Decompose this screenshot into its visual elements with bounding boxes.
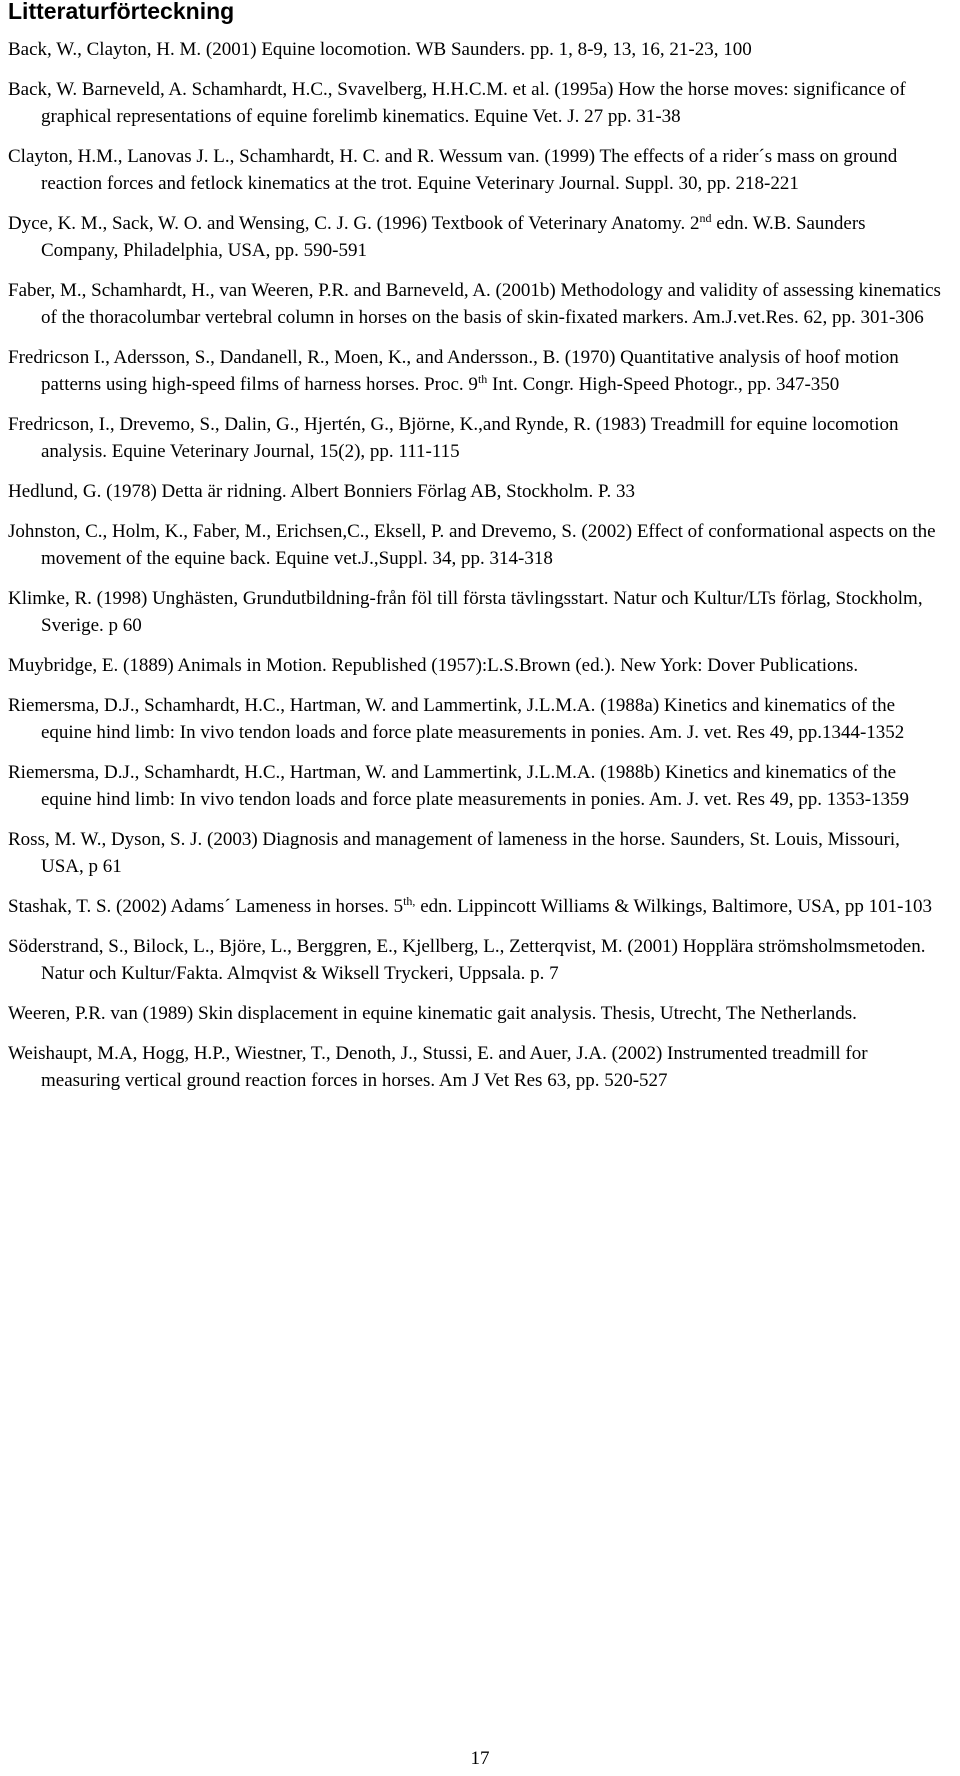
reference-entry	[8, 826, 943, 880]
reference-entry	[8, 143, 943, 197]
reference-text: Muybridge, E. (1889) Animals in Motion. Republished (1957):L.S.Brown (ed.). New York: Dover Publications.	[8, 655, 859, 676]
reference-entry	[8, 585, 943, 639]
reference-text-continued: edn. Lippincott Williams & Wilkings, Baltimore, USA, pp 101-103	[415, 896, 932, 917]
reference-text: Johnston, C., Holm, K., Faber, M., Erichsen,C., Eksell, P. and Drevemo, S. (2002) Effect of conformational aspects on the movement of the equine back. Equine vet.J.,Suppl. 34, pp. 314-318	[8, 521, 936, 569]
reference-text: Riemersma, D.J., Schamhardt, H.C., Hartman, W. and Lammertink, J.L.M.A. (1988b) Kinetics and kinematics of the equine hind limb: In vivo tendon loads and force plate measurements in ponies. Am. J. vet. Res 49, pp. 1353-1359	[8, 762, 910, 810]
reference-entry	[8, 518, 943, 572]
reference-text: Riemersma, D.J., Schamhardt, H.C., Hartman, W. and Lammertink, J.L.M.A. (1988a) Kinetics and kinematics of the equine hind limb: In vivo tendon loads and force plate measurements in ponies. Am. J. vet. Res 49, pp.1344-1352	[8, 695, 905, 743]
reference-text: Dyce, K. M., Sack, W. O. and Wensing, C. J. G. (1996) Textbook of Veterinary Anatomy. 2	[8, 213, 700, 234]
reference-entry	[8, 478, 943, 505]
reference-text: Klimke, R. (1998) Unghästen, Grundutbildning-från föl till första tävlingsstart. Natur och Kultur/LTs förlag, Stockholm, Sverige. p 60	[8, 588, 923, 636]
reference-entry	[8, 1000, 943, 1027]
reference-text: Back, W. Barneveld, A. Schamhardt, H.C., Svavelberg, H.H.C.M. et al. (1995a) How the horse moves: significance of graphical representations of equine forelimb kinematics. Equine Vet. J. 27 pp. 31-38	[8, 79, 906, 127]
page-number: 17	[470, 1748, 490, 1769]
reference-superscript: th,	[403, 894, 416, 908]
page-heading: Litteraturförteckning	[8, 0, 235, 24]
reference-entry	[8, 277, 943, 331]
reference-entry	[8, 344, 943, 398]
reference-text: Hedlund, G. (1978) Detta är ridning. Albert Bonniers Förlag AB, Stockholm. P. 33	[8, 481, 635, 502]
reference-text-continued: Int. Congr. High-Speed Photogr., pp. 347-350	[487, 374, 840, 395]
reference-entry	[8, 652, 943, 679]
reference-text-continued: edn. W.B. Saunders Company, Philadelphia, USA, pp. 590-591	[41, 213, 866, 261]
reference-entry	[8, 411, 943, 465]
reference-text: Clayton, H.M., Lanovas J. L., Schamhardt, H. C. and R. Wessum van. (1999) The effects of a rider´s mass on ground reaction forces and fetlock kinematics at the trot. Equine Veterinary Journal. Suppl. 30, pp. 218-221	[8, 146, 898, 194]
reference-text: Weeren, P.R. van (1989) Skin displacement in equine kinematic gait analysis. Thesis, Utrecht, The Netherlands.	[8, 1003, 857, 1024]
reference-superscript: nd	[699, 211, 712, 225]
reference-entry	[8, 36, 943, 63]
reference-text: Weishaupt, M.A, Hogg, H.P., Wiestner, T., Denoth, J., Stussi, E. and Auer, J.A. (2002) Instrumented treadmill for measuring vertical ground reaction forces in horses. Am J Vet Res 63, pp. 520-527	[8, 1043, 868, 1091]
reference-text: Ross, M. W., Dyson, S. J. (2003) Diagnosis and management of lameness in the horse. Saunders, St. Louis, Missouri, USA, p 61	[8, 829, 900, 877]
reference-text: Fredricson I., Adersson, S., Dandanell, R., Moen, K., and Andersson., B. (1970) Quantitative analysis of hoof motion patterns using high-speed films of harness horses. Proc. 9	[8, 347, 899, 395]
reference-text: Stashak, T. S. (2002) Adams´ Lameness in horses. 5	[8, 896, 404, 917]
reference-entry	[8, 759, 943, 813]
reference-text: Söderstrand, S., Bilock, L., Björe, L., Berggren, E., Kjellberg, L., Zetterqvist, M. (2001) Hopplära strömsholmsmetoden. Natur och Kultur/Fakta. Almqvist & Wiksell Tryckeri, Uppsala. p. 7	[8, 936, 926, 984]
reference-list	[8, 36, 943, 1107]
reference-entry	[8, 692, 943, 746]
reference-entry	[8, 76, 943, 130]
reference-entry	[8, 1040, 943, 1094]
reference-text: Fredricson, I., Drevemo, S., Dalin, G., Hjertén, G., Björne, K.,and Rynde, R. (1983) Treadmill for equine locomotion analysis. Equine Veterinary Journal, 15(2), pp. 111-115	[8, 414, 899, 462]
reference-text: Faber, M., Schamhardt, H., van Weeren, P.R. and Barneveld, A. (2001b) Methodology and validity of assessing kinematics of the thoracolumbar vertebral column in horses on the basis of skin-fixated markers. Am.J.vet.Res. 62, pp. 301-306	[8, 280, 941, 328]
reference-entry	[8, 933, 943, 987]
reference-superscript: th	[477, 372, 488, 386]
reference-text: Back, W., Clayton, H. M. (2001) Equine locomotion. WB Saunders. pp. 1, 8-9, 13, 16, 21-23, 100	[8, 39, 752, 60]
reference-entry	[8, 210, 943, 264]
reference-entry	[8, 893, 943, 920]
